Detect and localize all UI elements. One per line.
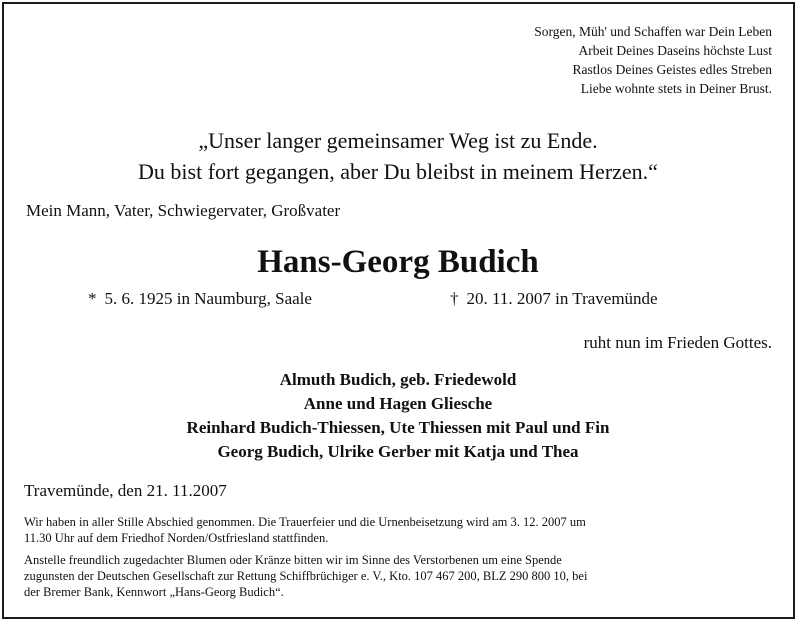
quote-line: „Unser langer gemeinsamer Weg ist zu Ende.: [198, 128, 598, 153]
family-member: Georg Budich, Ulrike Gerber mit Katja und Thea: [217, 442, 579, 461]
place-date: Travemünde, den 21. 11.2007: [24, 481, 227, 500]
birth-text: 5. 6. 1925 in Naumburg, Saale: [104, 289, 312, 308]
poem-line: Arbeit Deines Daseins höchste Lust: [578, 43, 772, 58]
notice-line: der Bremer Bank, Kennwort „Hans-Georg Budich“.: [24, 585, 284, 599]
rest-text: ruht nun im Frieden Gottes.: [583, 333, 772, 352]
family-list: [0, 368, 796, 464]
poem-line: Sorgen, Müh' und Schaffen war Dein Leben: [534, 24, 772, 39]
family-member: Almuth Budich, geb. Friedewold: [279, 370, 517, 389]
family-member: Reinhard Budich-Thiessen, Ute Thiessen mit Paul und Fin: [186, 418, 610, 437]
deceased-name: Hans-Georg Budich: [257, 244, 539, 280]
birth-info: [88, 289, 312, 309]
death-text: 20. 11. 2007 in Travemünde: [466, 289, 658, 308]
poem-line: Liebe wohnte stets in Deiner Brust.: [580, 81, 772, 96]
donation-notice: [24, 552, 776, 600]
notice-line: zugunsten der Deutschen Gesellschaft zur Rettung Schiffbrüchiger e. V., Kto. 107 467 200, BLZ 290 800 10, bei: [24, 569, 588, 583]
family-member: Anne und Hagen Gliesche: [303, 394, 493, 413]
death-cross-icon: †: [450, 289, 459, 308]
memorial-quote: [0, 125, 796, 187]
notice-line: Wir haben in aller Stille Abschied genommen. Die Trauerfeier und die Urnenbeisetzung wird am 3. 12. 2007 um: [24, 515, 586, 529]
poem-verse: [534, 22, 772, 98]
quote-line: Du bist fort gegangen, aber Du bleibst in meinem Herzen.“: [138, 159, 658, 184]
notice-line: Anstelle freundlich zugedachter Blumen oder Kränze bitten wir im Sinne des Verstorbenen um eine Spende: [24, 553, 562, 567]
notice-line: 11.30 Uhr auf dem Friedhof Norden/Ostfriesland stattfinden.: [24, 531, 329, 545]
relation-line: Mein Mann, Vater, Schwiegervater, Großvater: [26, 201, 341, 220]
funeral-notice: [24, 514, 776, 546]
poem-line: Rastlos Deines Geistes edles Streben: [572, 62, 772, 77]
death-info: [450, 289, 658, 309]
birth-star-icon: *: [88, 289, 97, 308]
